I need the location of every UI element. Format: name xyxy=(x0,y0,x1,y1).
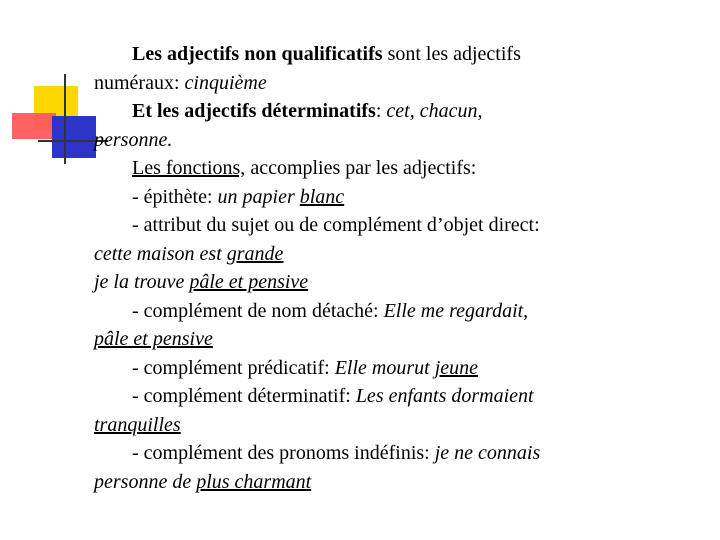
underlined-heading: Les fonctions, xyxy=(132,157,246,179)
example-italic: je ne connais xyxy=(434,442,541,464)
text: sont les adjectifs xyxy=(382,43,521,65)
decor-vertical-line xyxy=(64,74,66,164)
example-italic: cette maison est xyxy=(94,242,227,265)
text-line-13 xyxy=(94,382,694,411)
example-underlined: jeune xyxy=(434,356,479,379)
decor-blue-square xyxy=(52,116,96,158)
text: - complément de nom détaché: xyxy=(132,299,384,322)
bold-term: Les adjectifs non qualificatifs xyxy=(132,43,383,65)
text: - complément prédicatif: xyxy=(132,356,335,379)
slide-text xyxy=(94,40,694,496)
text-line-6 xyxy=(94,183,694,212)
example-italic: cinquième xyxy=(184,71,267,94)
example-underlined: tranquilles xyxy=(94,413,181,436)
text-line-15 xyxy=(94,439,694,468)
text-line-14 xyxy=(94,411,694,440)
example-italic: Elle mourut xyxy=(334,356,435,379)
decor-red-rectangle xyxy=(12,113,56,139)
example-italic: je la trouve xyxy=(94,271,190,293)
example-italic: Les enfants dormaient xyxy=(355,385,534,407)
example-italic: personne de xyxy=(94,470,197,493)
text-line-12 xyxy=(94,354,694,383)
text-line-2 xyxy=(94,69,694,98)
text-line-5 xyxy=(94,154,694,183)
text-line-1 xyxy=(94,40,694,69)
text-line-16 xyxy=(94,468,694,497)
example-underlined: pâle et pensive xyxy=(94,328,213,350)
text-line-10 xyxy=(94,297,694,326)
example-italic: Elle me regardait, xyxy=(383,299,529,322)
example-underlined: blanc xyxy=(299,185,345,208)
example-underlined: plus charmant xyxy=(196,470,312,493)
text-line-7 xyxy=(94,211,694,240)
text: - attribut du sujet ou de complément d’objet direct: xyxy=(132,214,540,236)
text: : xyxy=(375,100,387,122)
example-italic: cet, chacun, xyxy=(386,100,483,122)
text-line-3 xyxy=(94,97,694,126)
text: numéraux: xyxy=(94,71,185,94)
example-italic: personne. xyxy=(94,128,173,151)
text: - complément des pronoms indéfinis: xyxy=(132,442,435,464)
text-line-4 xyxy=(94,126,694,155)
example-italic: un papier xyxy=(217,185,300,208)
example-underlined: pâle et pensive xyxy=(189,271,309,293)
text-line-8 xyxy=(94,240,694,269)
example-underlined: grande xyxy=(226,242,284,265)
text-line-9 xyxy=(94,268,694,297)
text: - complément déterminatif: xyxy=(132,385,356,407)
text: accomplies par les adjectifs: xyxy=(245,157,477,179)
bold-term: Et les adjectifs déterminatifs xyxy=(132,100,376,122)
text: - épithète: xyxy=(132,185,218,208)
text-line-11 xyxy=(94,325,694,354)
